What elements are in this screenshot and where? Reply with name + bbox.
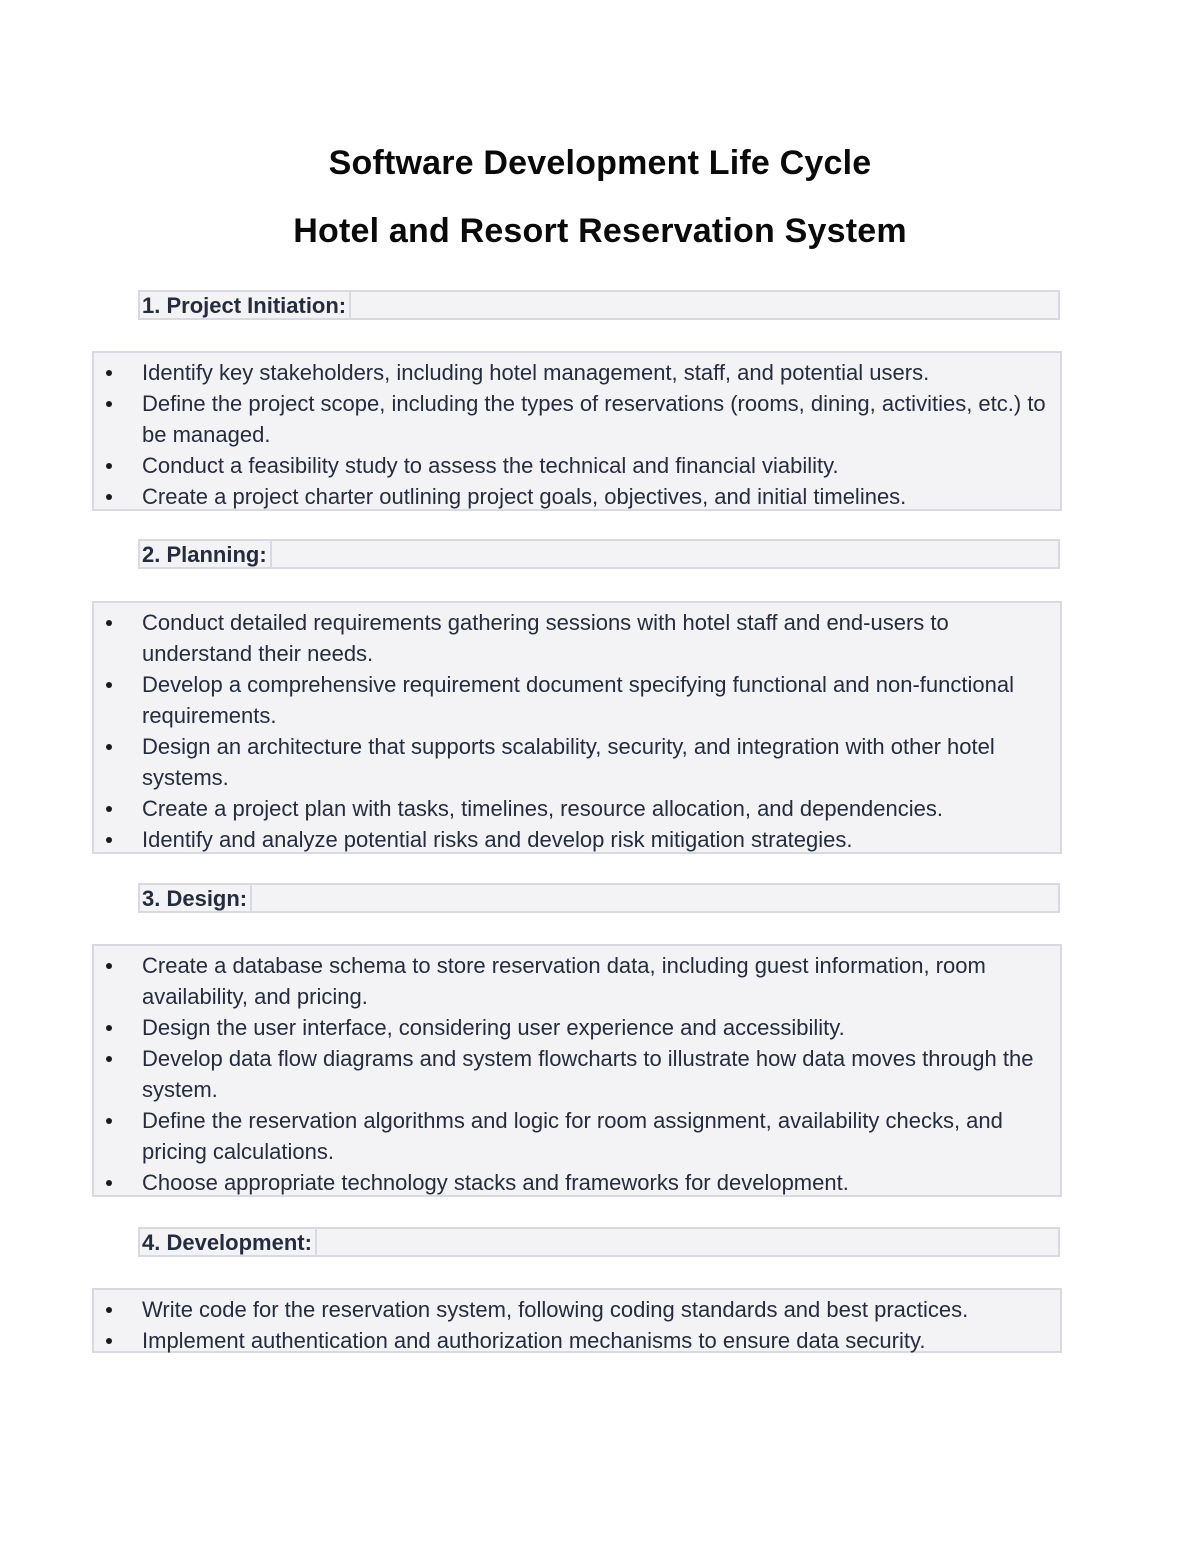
list-item: Choose appropriate technology stacks and frameworks for development. <box>94 1167 1060 1198</box>
section-heading-label: 3. Design: <box>140 885 252 911</box>
bullet-icon <box>106 1025 112 1031</box>
bullet-icon <box>106 837 112 843</box>
document-subtitle: Hotel and Resort Reservation System <box>293 212 907 250</box>
bullet-icon <box>106 744 112 750</box>
bullet-icon <box>106 370 112 376</box>
bullet-icon <box>106 463 112 469</box>
list-item: Write code for the reservation system, following coding standards and best practices. <box>94 1294 1060 1325</box>
bullet-icon <box>106 401 112 407</box>
section-heading-design <box>138 883 1060 913</box>
list-item: Develop a comprehensive requirement document specifying functional and non-functional requirements. <box>94 669 1060 731</box>
bullet-icon <box>106 620 112 626</box>
list-item: Design an architecture that supports scalability, security, and integration with other hotel systems. <box>94 731 1060 793</box>
bullet-icon <box>106 494 112 500</box>
list-item: Create a project plan with tasks, timelines, resource allocation, and dependencies. <box>94 793 1060 824</box>
bullet-icon <box>106 963 112 969</box>
section-list-project-initiation <box>92 351 1062 511</box>
section-heading-label: 2. Planning: <box>140 541 272 567</box>
list-item: Define the reservation algorithms and logic for room assignment, availability checks, and pricing calculations. <box>94 1105 1060 1167</box>
section-heading-label: 4. Development: <box>140 1229 317 1255</box>
section-list-design <box>92 944 1062 1197</box>
list-item: Implement authentication and authorization mechanisms to ensure data security. <box>94 1325 1060 1356</box>
bullet-icon <box>106 1056 112 1062</box>
list-item: Create a project charter outlining project goals, objectives, and initial timelines. <box>94 481 1060 512</box>
section-heading-label: 1. Project Initiation: <box>140 292 351 318</box>
list-item: Define the project scope, including the types of reservations (rooms, dining, activities, etc.) to be managed. <box>94 388 1060 450</box>
document-title: Software Development Life Cycle <box>328 144 872 182</box>
bullet-icon <box>106 806 112 812</box>
list-item: Identify and analyze potential risks and develop risk mitigation strategies. <box>94 824 1060 855</box>
section-heading-development <box>138 1227 1060 1257</box>
bullet-icon <box>106 1307 112 1313</box>
list-item: Identify key stakeholders, including hotel management, staff, and potential users. <box>94 357 1060 388</box>
list-item: Design the user interface, considering user experience and accessibility. <box>94 1012 1060 1043</box>
bullet-icon <box>106 1118 112 1124</box>
bullet-icon <box>106 1180 112 1186</box>
list-item: Create a database schema to store reservation data, including guest information, room availability, and pricing. <box>94 950 1060 1012</box>
section-list-development <box>92 1288 1062 1353</box>
section-list-planning <box>92 601 1062 854</box>
section-heading-planning <box>138 539 1060 569</box>
section-heading-project-initiation <box>138 290 1060 320</box>
bullet-icon <box>106 682 112 688</box>
bullet-icon <box>106 1338 112 1344</box>
list-item: Conduct a feasibility study to assess the technical and financial viability. <box>94 450 1060 481</box>
list-item: Conduct detailed requirements gathering sessions with hotel staff and end-users to understand their needs. <box>94 607 1060 669</box>
list-item: Develop data flow diagrams and system flowcharts to illustrate how data moves through the system. <box>94 1043 1060 1105</box>
